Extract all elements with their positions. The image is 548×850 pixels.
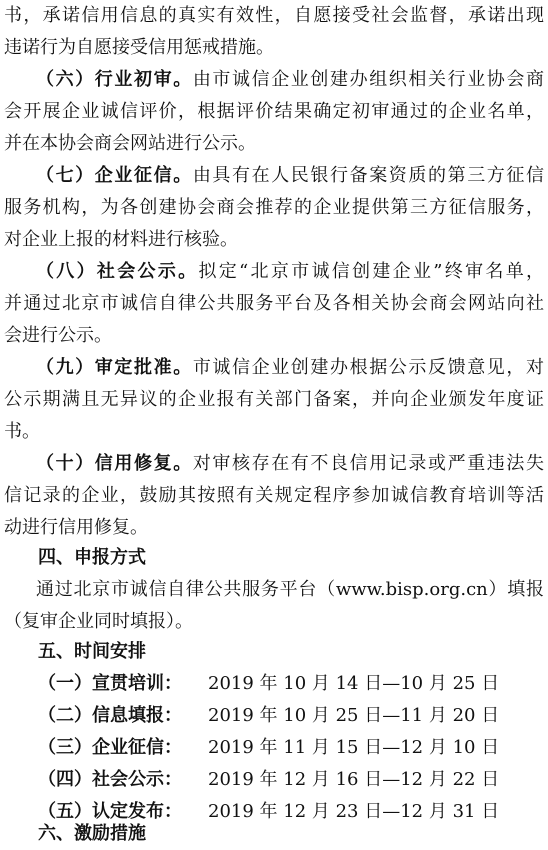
step-7-line-2: 服务机构，为各创建协会商会推荐的企业提供第三方征信服务， xyxy=(4,197,544,218)
step-8-line-3: 会进行公示。 xyxy=(4,325,112,346)
step-10-label: （十）信用修复。 xyxy=(36,453,193,474)
step-6-text: 由市诚信企业创建办组织相关行业协会商 xyxy=(192,69,544,90)
schedule-dates: 2019 年 10 月 14 日—10 月 25 日 xyxy=(208,673,500,694)
section-6-heading: 六、激励措施 xyxy=(38,823,146,844)
section-5-heading: 五、时间安排 xyxy=(38,641,146,662)
step-10-line-3: 动进行信用修复。 xyxy=(4,517,148,538)
section-4-line-1: 通过北京市诚信自律公共服务平台（www.bisp.org.cn）填报 xyxy=(36,579,544,600)
schedule-label: （三）企业征信： xyxy=(38,737,182,758)
step-9-line-3: 书。 xyxy=(4,421,40,442)
schedule-dates: 2019 年 12 月 23 日—12 月 31 日 xyxy=(208,801,500,822)
step-8-label: （八）社会公示。 xyxy=(36,261,199,282)
section-4-line-2: （复审企业同时填报）。 xyxy=(4,611,193,632)
intro-line-1: 书，承诺信用信息的真实有效性，自愿接受社会监督，承诺出现 xyxy=(4,5,544,26)
schedule-label: （五）认定发布： xyxy=(38,801,182,822)
step-7-text: 由具有在人民银行备案资质的第三方征信 xyxy=(192,165,544,186)
schedule-dates: 2019 年 10 月 25 日—11 月 20 日 xyxy=(208,705,500,726)
schedule-dates: 2019 年 12 月 16 日—12 月 22 日 xyxy=(208,769,500,790)
section-4-heading: 四、申报方式 xyxy=(38,547,146,568)
step-7-line-3: 对企业上报的材料进行核验。 xyxy=(4,229,238,250)
step-7-label: （七）企业征信。 xyxy=(36,165,193,186)
step-7-line-1 xyxy=(36,160,544,192)
step-8-text: 拟定“北京市诚信创建企业”终审名单， xyxy=(198,261,544,282)
step-10-line-1 xyxy=(36,448,544,480)
schedule-row xyxy=(38,732,538,764)
step-9-label: （九）审定批准。 xyxy=(36,357,193,378)
schedule-label: （四）社会公示： xyxy=(38,769,182,790)
schedule-row xyxy=(38,668,538,700)
schedule-label: （一）宣贯培训： xyxy=(38,673,182,694)
step-6-line-2: 会开展企业诚信评价，根据评价结果确定初审通过的企业名单， xyxy=(4,101,544,122)
step-10-text: 对审核存在有不良信用记录或严重违法失 xyxy=(192,453,544,474)
schedule-dates: 2019 年 11 月 15 日—12 月 10 日 xyxy=(208,737,500,758)
intro-line-2: 违诺行为自愿接受信用惩戒措施。 xyxy=(4,37,274,58)
schedule-row xyxy=(38,700,538,732)
step-9-text: 市诚信企业创建办根据公示反馈意见，对 xyxy=(192,357,544,378)
schedule-row xyxy=(38,764,538,796)
step-9-line-2: 公示期满且无异议的企业报有关部门备案，并向企业颁发年度证 xyxy=(4,389,544,410)
step-9-line-1 xyxy=(36,352,544,384)
step-6-label: （六）行业初审。 xyxy=(36,69,193,90)
step-6-line-3: 并在本协会商会网站进行公示。 xyxy=(4,133,256,154)
step-10-line-2: 信记录的企业，鼓励其按照有关规定程序参加诚信教育培训等活 xyxy=(4,485,544,506)
schedule-label: （二）信息填报： xyxy=(38,705,182,726)
step-8-line-1 xyxy=(36,256,544,288)
step-6-line-1 xyxy=(36,64,544,96)
step-8-line-2: 并通过北京市诚信自律公共服务平台及各相关协会商会网站向社 xyxy=(4,293,544,314)
